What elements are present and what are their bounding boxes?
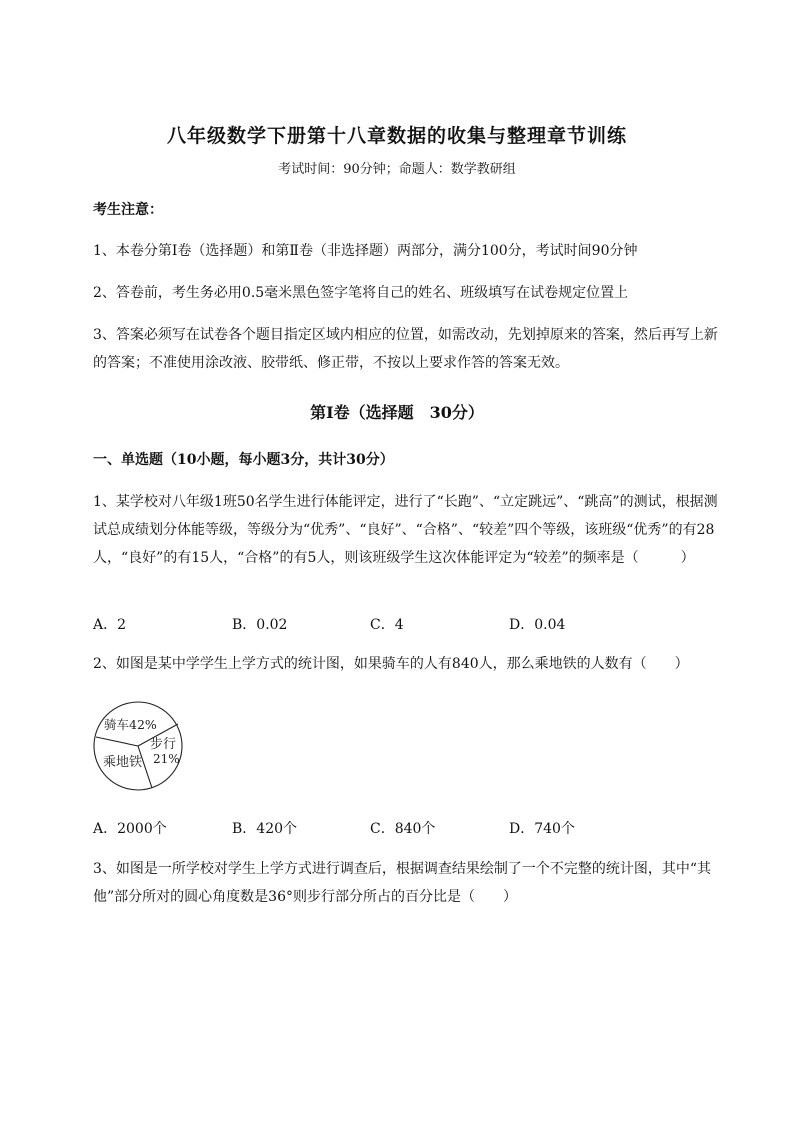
notice-item-3: 3、答案必须写在试卷各个题目指定区域内相应的位置，如需改动，先划掉原来的答案，然后再写上新的答案；不准使用涂改液、胶带纸、修正带，不按以上要求作答的答案无效。 (93, 327, 718, 371)
q1-choice-a[interactable]: A．2 (93, 617, 127, 633)
pie-label-bike: 骑车42% (104, 717, 157, 732)
q2-choice-a[interactable]: A．2000个 (93, 821, 167, 837)
pie-label-walk-percent: 21% (153, 752, 180, 766)
notice-item-2: 2、答卷前，考生务必用0.5毫米黑色签字笔将自己的姓名、班级填写在试卷规定位置上 (93, 285, 629, 301)
notice-heading: 考生注意： (93, 202, 163, 218)
notice-item-1: 1、本卷分第Ⅰ卷（选择题）和第Ⅱ卷（非选择题）两部分，满分100分，考试时间90分钟 (93, 243, 638, 259)
part-heading: 一、单选题（10小题，每小题3分，共计30分） (93, 452, 394, 468)
section-title: 第Ⅰ卷（选择题 30分） (310, 403, 484, 422)
q1-choice-d[interactable]: D．0.04 (509, 617, 566, 633)
q2-choice-d[interactable]: D．740个 (509, 821, 575, 837)
q1-choice-c[interactable]: C．4 (370, 617, 404, 633)
pie-label-metro: 乘地铁 (103, 755, 143, 770)
exam-info: 考试时间：90分钟；命题人：数学教研组 (278, 162, 516, 177)
question-1-text: 1、某学校对八年级1班50名学生进行体能评定，进行了“长跑”、“立定跳远”、“跳高”的测试，根据测试总成绩划分体能等级，等级分为“优秀”、“良好”、“合格”、“较差”四个等级，该班级“优秀”的有28人，“良好”的有15人，“合格”的有5人，则该班级学生这次体能评定为“较差”的频率是（ ） (93, 494, 718, 566)
pie-label-walk: 步行 (150, 737, 177, 752)
question-2-text: 2、如图是某中学学生上学方式的统计图，如果骑车的人有840人，那么乘地铁的人数有（ ） (93, 656, 689, 672)
q2-choice-c[interactable]: C．840个 (370, 821, 436, 837)
q2-choice-b[interactable]: B．420个 (232, 821, 298, 837)
q1-choice-b[interactable]: B．0.02 (232, 617, 288, 633)
page-title: 八年级数学下册第十八章数据的收集与整理章节训练 (166, 125, 627, 147)
question-3-text: 3、如图是一所学校对学生上学方式进行调查后，根据调查结果绘制了一个不完整的统计图，其中“其他”部分所对的圆心角度数是36°则步行部分所占的百分比是（ ） (93, 861, 712, 905)
transport-pie-figure (92, 700, 188, 796)
